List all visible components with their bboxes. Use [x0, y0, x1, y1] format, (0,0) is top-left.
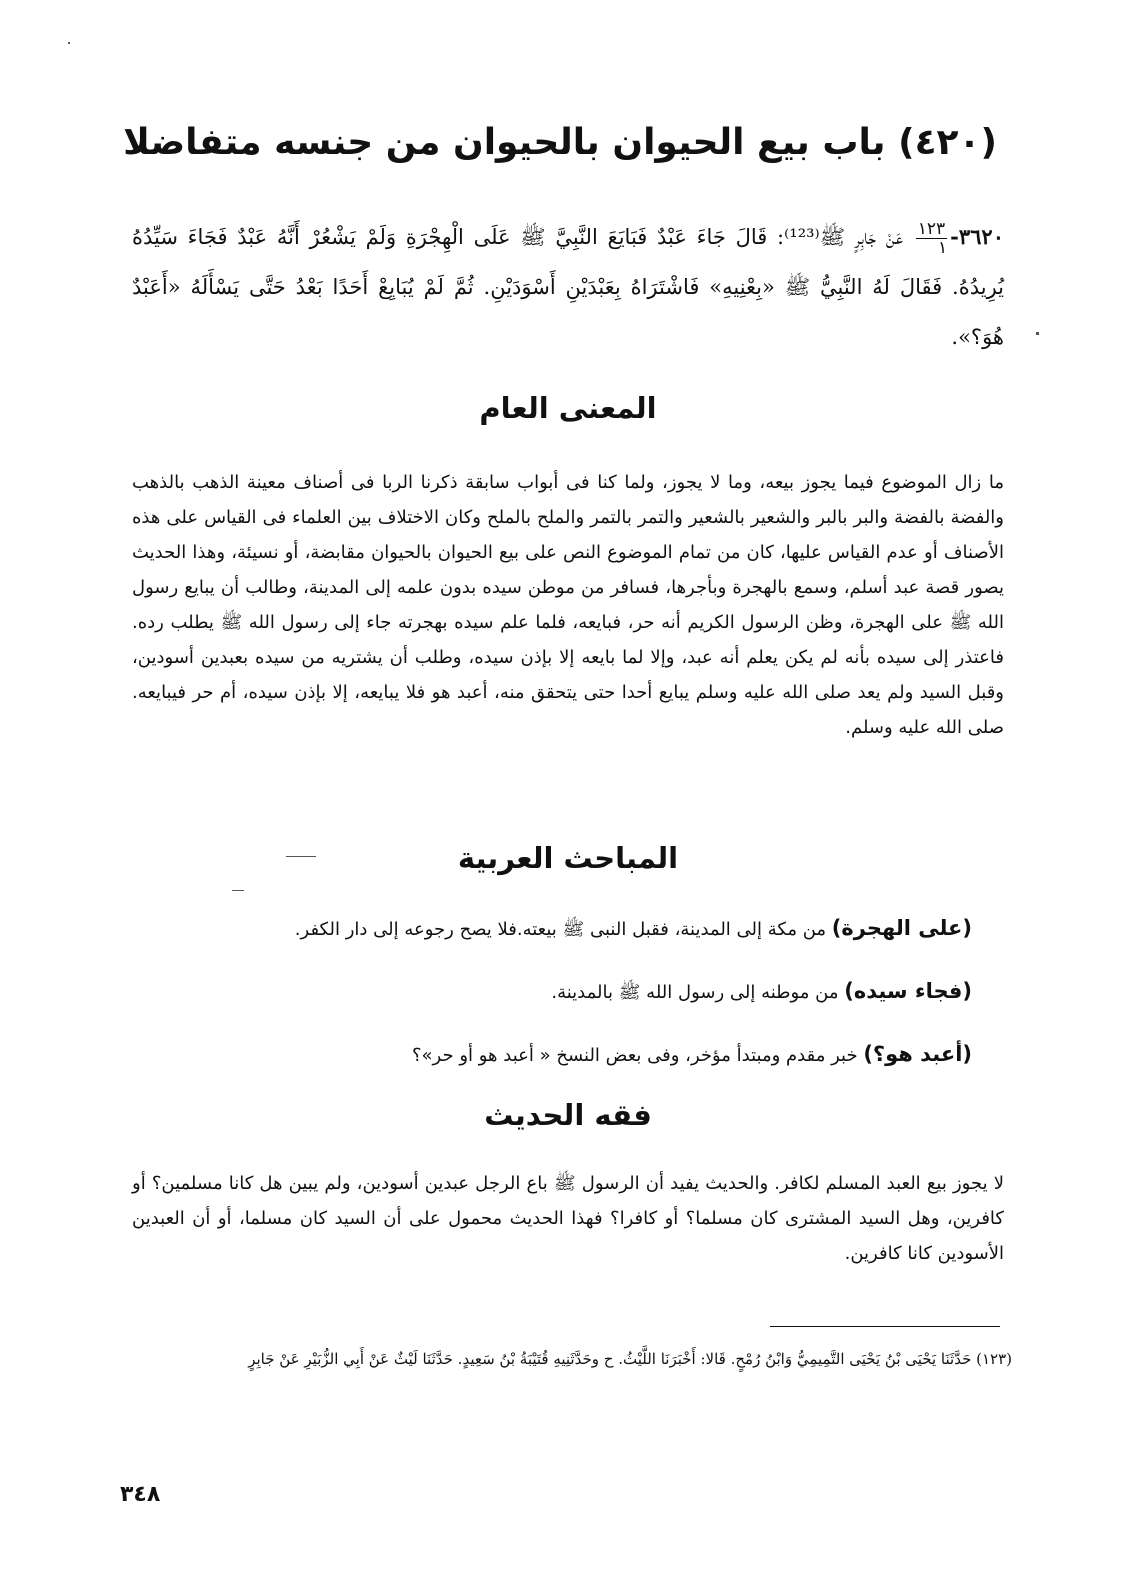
scan-speck [232, 890, 244, 891]
scan-speck [286, 856, 316, 857]
gloss-definition: خبر مقدم ومبتدأ مؤخر، وفى بعض النسخ « أعبد هو أو حر»؟ [411, 1045, 858, 1066]
hadith-body: عَنْ جَابِرٍ ﷺ⁽¹²³⁾: قَالَ جَاءَ عَبْدٌ فَبَايَعَ النَّبِيَّ ﷺ عَلَى الْهِجْرَةِ وَلَمْ يَشْعُرْ أَنَّهُ عَبْدٌ فَجَاءَ سَيِّدُهُ يُرِيدُهُ. فَقَالَ لَهُ النَّبِيُّ ﷺ «بِعْنِيهِ» فَاشْتَرَاهُ بِعَبْدَيْنِ أَسْوَدَيْنِ. ثُمَّ لَمْ يُبَايِعْ أَحَدًا بَعْدُ حَتَّى يَسْأَلَهُ «أَعَبْدٌ هُوَ؟». [132, 225, 1004, 349]
fraction-numerator: ١٢٣ [917, 219, 946, 239]
gloss-term: (على الهجرة) [831, 916, 972, 940]
gloss-item [132, 975, 972, 1009]
general-meaning-paragraph: ما زال الموضوع فيما يجوز بيعه، وما لا يجوز، ولما كنا فى أبواب سابقة ذكرنا الربا فى أصناف معينة الذهب بالذهب والفضة بالفضة والبر بالبر والشعير بالشعير والتمر بالتمر والملح بالملح وكان الاختلاف بين العلماء فى القياس على هذه الأصناف أو عدم القياس عليها، كان من تمام الموضوع النص على بيع الحيوان بالحيوان مقابضة، أو نسيئة، وهذا الحديث يصور قصة عبد أسلم، وسمع بالهجرة وبأجرها، فسافر من موطن سيده بدون علمه إلى المدينة، وطالب أن يبايع رسول الله ﷺ على الهجرة، وظن الرسول الكريم أنه حر، فبايعه، فلما علم سيده بهجرته جاء إلى رسول الله ﷺ يطلب رده. فاعتذر إلى سيده بأنه لم يكن يعلم أنه عبد، وإلا لما بايعه إلا بإذن سيده، وطلب أن يشتريه من سيده بعبدين أسودين، وقبل السيد ولم يعد صلى الله عليه وسلم يبايع أحدا حتى يتحقق منه، أعبد هو فلا يبايعه، إلا بإذن سيده، أم حر فيبايعه. صلى الله عليه وسلم. [132, 472, 1004, 738]
page-number: ٣٤٨ [120, 1482, 161, 1507]
section-heading-jurisprudence: فقه الحديث [484, 1098, 652, 1132]
footnote-divider [770, 1326, 1000, 1327]
scan-speck [68, 42, 70, 44]
gloss-term: (فجاء سيده) [844, 979, 972, 1003]
jurisprudence-paragraph: لا يجوز بيع العبد المسلم لكافر. والحديث يفيد أن الرسول ﷺ باع الرجل عبدين أسودين، ولم يبين هل كانا مسلمين؟ أو كافرين، وهل السيد المشترى كان مسلما؟ أو كافرا؟ فهذا الحديث محمول على أن السيد كان مسلما، أو أن العبدين الأسودين كانا كافرين. [132, 1173, 1004, 1264]
gloss-item [132, 912, 972, 946]
chapter-title: (٤٢٠) باب بيع الحيوان بالحيوان من جنسه متفاضلا [123, 122, 997, 163]
section-heading-arabic-topics: المباحث العربية [457, 841, 679, 875]
scan-speck [1036, 332, 1039, 335]
section-heading-general-meaning: المعنى العام [479, 391, 657, 425]
hadith-number-fraction [916, 220, 947, 257]
gloss-term: (أعبد هو؟) [863, 1042, 972, 1066]
gloss-definition: من موطنه إلى رسول الله ﷺ بالمدينة. [551, 982, 839, 1003]
gloss-definition: من مكة إلى المدينة، فقبل النبى ﷺ بيعته.فلا يصح رجوعه إلى دار الكفر. [294, 919, 827, 940]
footnote: (١٢٣) حَدَّثَنَا يَحْيَى بْنُ يَحْيَى التَّمِيمِيُّ وَابْنُ رُمْحٍ. قَالا: أَخْبَرَنَا اللَّيْثُ. ح وحَدَّثَنِيهِ قُتَيْبَةُ بْنُ سَعِيدٍ. حَدَّثَنَا لَيْثٌ عَنْ أَبِي الزُّبَيْرِ عَنْ جَابِرٍ [248, 1350, 1012, 1368]
hadith-number: ٣٦٢٠- [950, 224, 1004, 249]
hadith-text-block [132, 212, 1004, 362]
gloss-item [132, 1038, 972, 1072]
fraction-denominator: ١ [938, 238, 948, 258]
